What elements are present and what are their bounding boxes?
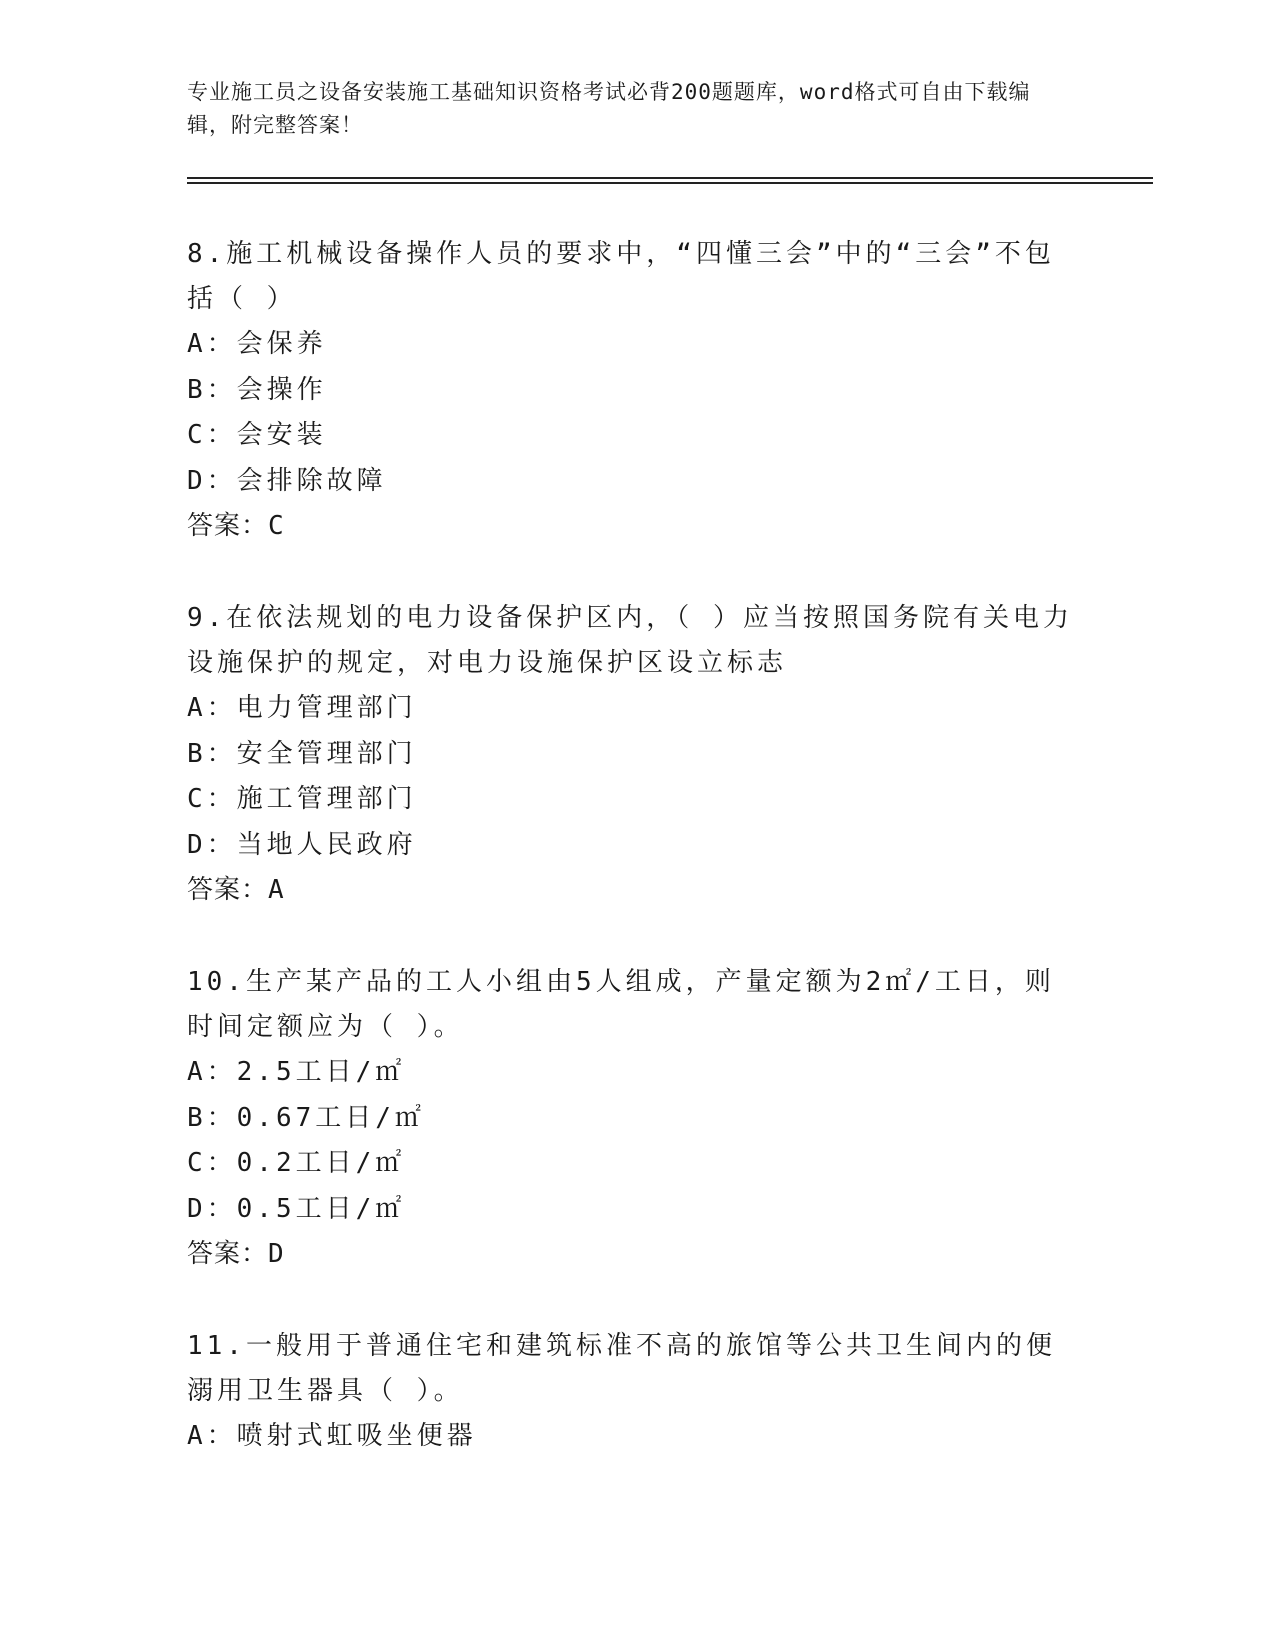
option-d: D：会排除故障 (187, 465, 387, 496)
answer-line (187, 1232, 1077, 1277)
document-header: 专业施工员之设备安装施工基础知识资格考试必背200题题库，word格式可自由下载编辑，附完整答案！ (187, 80, 1031, 137)
answer-label: 答案： (187, 511, 269, 541)
option-c: C：施工管理部门 (187, 784, 417, 814)
question-text: 8.施工机械设备操作人员的要求中，“四懂三会”中的“三会”不包括（ ） (187, 239, 1055, 314)
header-divider-bottom (187, 182, 1153, 184)
question-9 (187, 596, 1077, 913)
option-a: A：会保养 (187, 329, 327, 359)
answer-line (187, 504, 1077, 549)
option-a: A：喷射式虹吸坐便器 (187, 1421, 477, 1451)
question-8 (187, 232, 1077, 549)
option-b: B：安全管理部门 (187, 738, 417, 769)
answer-line (187, 868, 1077, 913)
option-a: A：2.5工日/㎡ (187, 1057, 406, 1087)
option-b: B：0.67工日/㎡ (187, 1102, 425, 1133)
question-11 (187, 1324, 1077, 1460)
question-10 (187, 960, 1077, 1277)
answer-label: 答案： (187, 1239, 269, 1269)
option-b: B：会操作 (187, 374, 327, 405)
answer-value: D (268, 1239, 285, 1269)
answer-value: C (268, 511, 285, 541)
option-d: D：0.5工日/㎡ (187, 1193, 406, 1224)
question-text: 9.在依法规划的电力设备保护区内，（ ）应当按照国务院有关电力设施保护的规定，对电力设施保护区设立标志 (187, 603, 1073, 678)
option-c: C：0.2工日/㎡ (187, 1148, 406, 1178)
header-divider-top (187, 177, 1153, 179)
question-text: 10.生产某产品的工人小组由5人组成，产量定额为2㎡/工日，则时间定额应为（ ）。 (187, 967, 1055, 1042)
answer-label: 答案： (187, 875, 269, 905)
option-d: D：当地人民政府 (187, 829, 417, 860)
option-c: C：会安装 (187, 420, 327, 450)
answer-value: A (268, 875, 285, 905)
option-a: A：电力管理部门 (187, 693, 417, 723)
question-text: 11.一般用于普通住宅和建筑标准不高的旅馆等公共卫生间内的便溺用卫生器具（ ）。 (187, 1331, 1056, 1406)
